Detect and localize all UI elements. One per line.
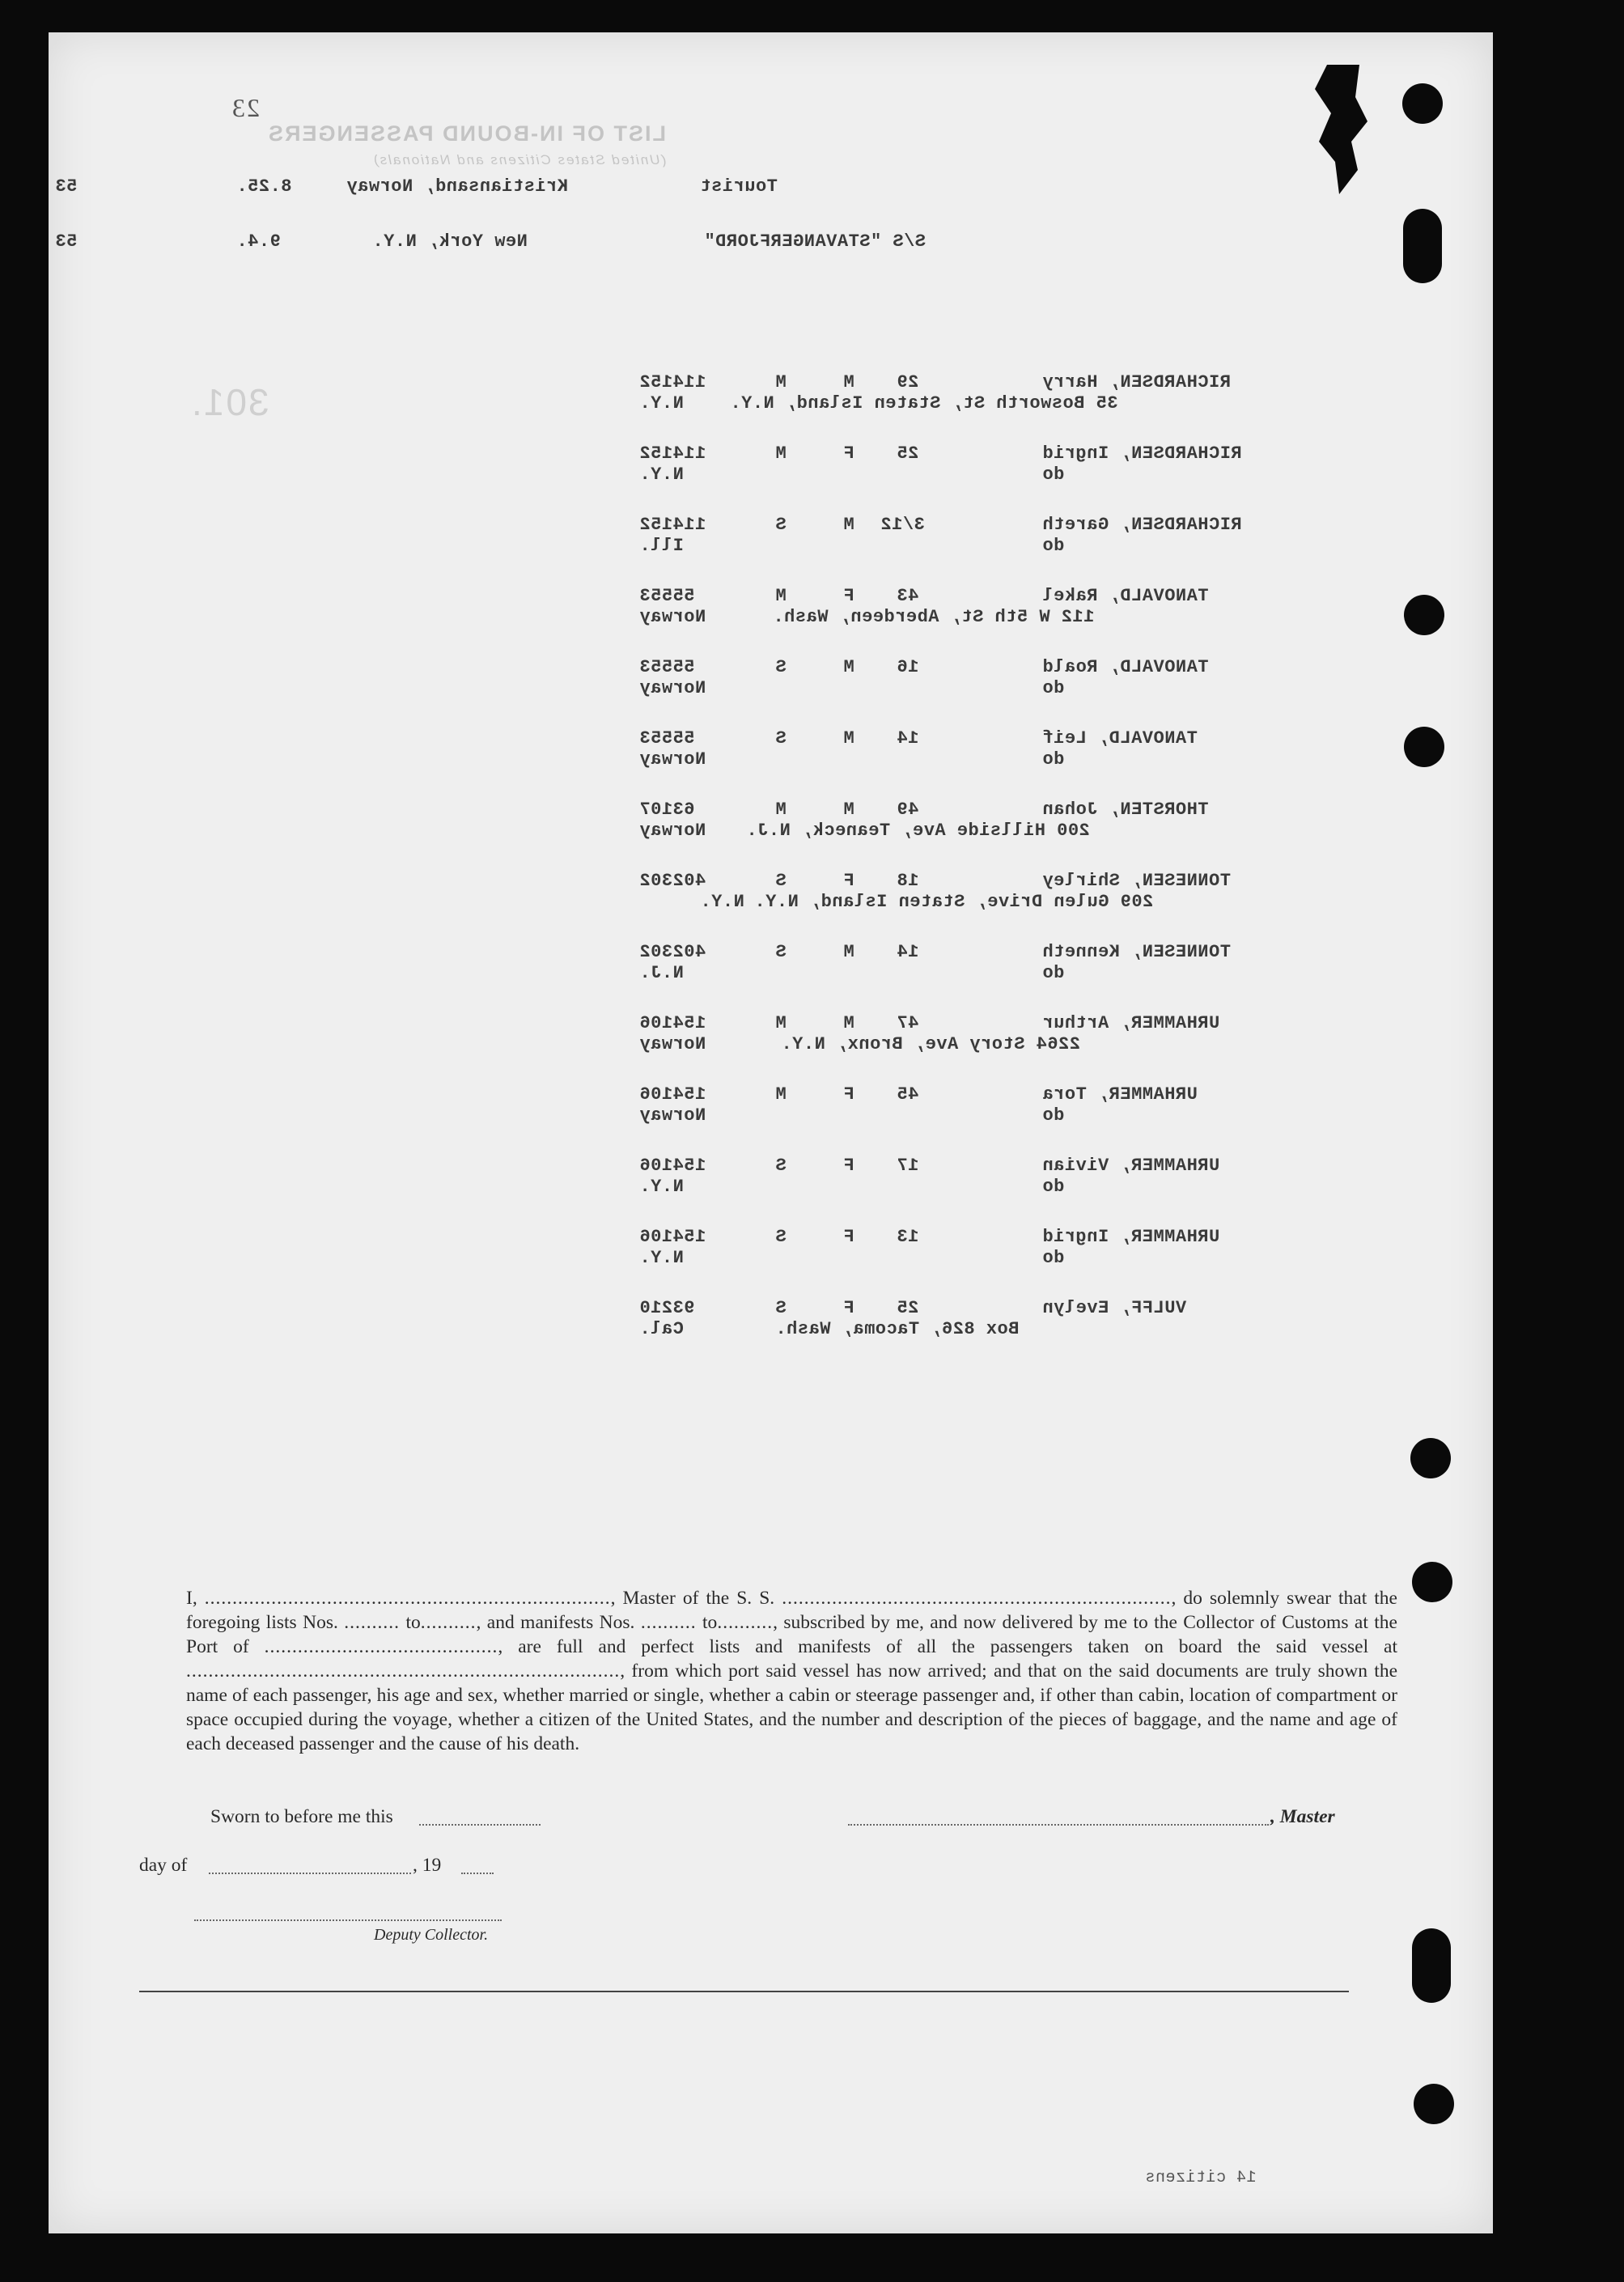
page-number: 23 — [231, 93, 260, 122]
passenger-sex: M — [843, 515, 854, 535]
passenger-address: do — [1042, 963, 1065, 983]
passenger-remark: Ill. — [639, 536, 684, 556]
passenger-age: 14 — [897, 942, 919, 962]
passenger-marital: M — [775, 1084, 787, 1105]
passenger-sex: F — [843, 443, 854, 464]
passenger-remark: Norway — [639, 607, 706, 627]
passenger-row — [49, 1298, 1493, 1363]
deputy-signature-line — [194, 1919, 502, 1921]
passenger-marital: S — [775, 515, 787, 535]
passenger-sex: M — [843, 942, 854, 962]
passenger-row — [49, 515, 1493, 579]
passenger-remark: N.Y. — [639, 393, 684, 414]
day-of-line — [209, 1873, 411, 1874]
arrival-year: 53 — [55, 231, 78, 252]
passenger-row — [49, 1156, 1493, 1220]
passenger-sex: M — [843, 1013, 854, 1033]
passenger-row — [49, 657, 1493, 722]
passenger-age: 17 — [897, 1156, 919, 1176]
sworn-date-line — [419, 1824, 541, 1826]
passenger-remark: Norway — [639, 678, 706, 698]
passenger-remark: N.Y. — [639, 1248, 684, 1268]
passenger-marital: M — [775, 372, 787, 392]
embarked-port: Kristiansand, Norway — [346, 176, 569, 197]
passenger-row — [49, 728, 1493, 793]
passenger-age: 43 — [897, 586, 919, 606]
bottom-rule — [139, 1991, 1349, 1992]
passenger-age: 45 — [897, 1084, 919, 1105]
passenger-age: 14 — [897, 728, 919, 749]
oath-text: I, — [186, 1588, 205, 1609]
torn-corner-mark — [1311, 65, 1376, 194]
passenger-address: do — [1042, 1177, 1065, 1197]
passenger-marital: S — [775, 871, 787, 891]
passenger-number: 114152 — [639, 372, 706, 392]
passenger-number: 154106 — [639, 1156, 706, 1176]
binder-slot — [1412, 1928, 1451, 2003]
passenger-name: RICHARDSEN, Ingrid — [1042, 443, 1242, 464]
passenger-marital: S — [775, 1156, 787, 1176]
passenger-name: THORSTEN, Johan — [1042, 800, 1209, 820]
year-line — [461, 1873, 494, 1874]
binder-hole — [1402, 83, 1443, 124]
passenger-sex: M — [843, 657, 854, 677]
passenger-number: 154106 — [639, 1084, 706, 1105]
passenger-marital: M — [775, 586, 787, 606]
binder-hole — [1412, 1562, 1452, 1602]
passenger-age: 3/12 — [880, 515, 925, 535]
passenger-number: 55553 — [639, 657, 695, 677]
passenger-name: URHAMMER, Arthur — [1042, 1013, 1220, 1033]
passenger-name: TONNESEN, Shirley — [1042, 871, 1231, 891]
passenger-marital: S — [775, 1227, 787, 1247]
passenger-marital: S — [775, 942, 787, 962]
passenger-marital: S — [775, 1298, 787, 1318]
passenger-number: 63107 — [639, 800, 695, 820]
passenger-name: VULFF, Evelyn — [1042, 1298, 1187, 1318]
passenger-remark: N.J. — [639, 963, 684, 983]
oath-text: , subscribed by me, and now delivered by me to the Collector of Customs at the Port of — [186, 1612, 1397, 1657]
passenger-row — [49, 1013, 1493, 1078]
oath-text: , from which port said vessel has now arrived; and that on the said documents are truly shown the name of each passenger, his age and sex, whether married or single, whether a cabin or steerage passenger and, if other than cabin, location of compartment or space occupied during the voyage, whether a citizen of the United States, and the number and description of the pieces of baggage, and the name and age of each deceased passenger and the cause of his death. — [186, 1661, 1397, 1754]
binder-slot — [1403, 209, 1442, 283]
passenger-class: Tourist — [700, 176, 778, 197]
passenger-number: 55553 — [639, 728, 695, 749]
passenger-address: do — [1042, 749, 1065, 770]
passenger-row — [49, 1227, 1493, 1292]
passenger-row — [49, 871, 1493, 935]
passenger-sex: M — [843, 372, 854, 392]
passenger-number: 114152 — [639, 515, 706, 535]
embarked-date: 8.25. — [236, 176, 292, 197]
passenger-row — [49, 443, 1493, 508]
passenger-address: 209 Gulen Drive, Staten Island, N.Y. — [754, 892, 1154, 912]
passenger-remark: Norway — [639, 749, 706, 770]
passenger-sex: F — [843, 1156, 854, 1176]
citizens-count: 14 citizens — [1145, 2169, 1257, 2187]
day-of-label: day of — [139, 1855, 188, 1876]
passenger-age: 18 — [897, 871, 919, 891]
passenger-address: Box 826, Tacoma, Wash. — [775, 1319, 1020, 1339]
oath-text: to — [696, 1612, 718, 1633]
passenger-sex: F — [843, 1298, 854, 1318]
passenger-age: 49 — [897, 800, 919, 820]
passenger-number: 154106 — [639, 1013, 706, 1033]
passenger-marital: S — [775, 728, 787, 749]
passenger-address: do — [1042, 536, 1065, 556]
passenger-remark: Cal. — [639, 1319, 684, 1339]
vessel-name: S/S "STAVANGERFJORD" — [704, 231, 926, 252]
sworn-label: Sworn to before me this — [210, 1806, 393, 1827]
passenger-sex: M — [843, 800, 854, 820]
passenger-address: do — [1042, 678, 1065, 698]
embarked-year: 53 — [55, 176, 78, 197]
passenger-sex: F — [843, 871, 854, 891]
passenger-address: 200 Hillside Ave, Teaneck, N.J. — [746, 821, 1090, 841]
passenger-sex: F — [843, 1084, 854, 1105]
passenger-name: RICHARDSEN, Harry — [1042, 372, 1231, 392]
passenger-age: 25 — [897, 443, 919, 464]
passenger-name: TANOVALD, Roald — [1042, 657, 1209, 677]
passenger-address: do — [1042, 1248, 1065, 1268]
passenger-number: 93210 — [639, 1298, 695, 1318]
master-signature-line — [848, 1824, 1269, 1826]
passenger-row — [49, 372, 1493, 437]
binder-hole — [1404, 595, 1444, 635]
passenger-name: URHAMMER, Ingrid — [1042, 1227, 1220, 1247]
passenger-address: 35 Bosworth St, Staten Island, N.Y. — [730, 393, 1118, 414]
passenger-marital: M — [775, 1013, 787, 1033]
binder-hole — [1414, 2084, 1454, 2124]
list-title: LIST OF IN-BOUND PASSENGERS — [267, 121, 667, 146]
binder-hole — [1410, 1438, 1451, 1478]
passenger-address: do — [1042, 464, 1065, 485]
passenger-remark: Norway — [639, 1105, 706, 1126]
passenger-age: 29 — [897, 372, 919, 392]
passenger-remark: N.Y. — [639, 1177, 684, 1197]
stamp-number: 301. — [190, 381, 269, 423]
passenger-address: do — [1042, 1105, 1065, 1126]
oath-text: , Master of the S. S. — [610, 1588, 782, 1609]
passenger-number: 402302 — [639, 871, 706, 891]
passenger-name: RICHARDSEN, Gareth — [1042, 515, 1242, 535]
passenger-number: 114152 — [639, 443, 706, 464]
binder-hole — [1404, 727, 1444, 767]
passenger-marital: S — [775, 657, 787, 677]
passenger-row — [49, 586, 1493, 651]
passenger-name: URHAMMER, Tora — [1042, 1084, 1198, 1105]
passenger-address: 2264 Story Ave, Bronx, N.Y. — [781, 1034, 1080, 1054]
passenger-age: 25 — [897, 1298, 919, 1318]
passenger-marital: M — [775, 443, 787, 464]
passenger-number: 154106 — [639, 1227, 706, 1247]
passenger-name: TANOVALD, Rakel — [1042, 586, 1209, 606]
arrival-date: 9.4. — [236, 231, 281, 252]
passenger-name: TANOVALD, Leif — [1042, 728, 1198, 749]
passenger-remark: N.Y. — [700, 892, 744, 912]
passenger-age: 16 — [897, 657, 919, 677]
deputy-label: Deputy Collector. — [374, 1926, 489, 1944]
passenger-sex: F — [843, 586, 854, 606]
list-subtitle: (United States Citizens and Nationals) — [372, 152, 667, 168]
oath-text: , are full and perfect lists and manifests of all the passengers taken on board the said vessel at — [498, 1636, 1397, 1657]
passenger-row — [49, 800, 1493, 864]
passenger-address: 112 W 5th St, Aberdeen, Wash. — [773, 607, 1095, 627]
passenger-remark: Norway — [639, 821, 706, 841]
passenger-sex: F — [843, 1227, 854, 1247]
passenger-remark: N.Y. — [639, 464, 684, 485]
passenger-row — [49, 942, 1493, 1007]
passenger-marital: M — [775, 800, 787, 820]
passenger-row — [49, 1084, 1493, 1149]
passenger-number: 402302 — [639, 942, 706, 962]
passenger-name: URHAMMER, Vivian — [1042, 1156, 1220, 1176]
oath-text: , and manifests Nos. — [476, 1612, 641, 1633]
year-prefix: , 19 — [413, 1855, 442, 1876]
passenger-name: TONNESEN, Kenneth — [1042, 942, 1231, 962]
passenger-number: 55553 — [639, 586, 695, 606]
master-label: , Master — [1270, 1806, 1335, 1827]
passenger-sex: M — [843, 728, 854, 749]
oath-text: , do solemnly swear that the foregoing lists Nos. — [186, 1588, 1397, 1633]
passenger-age: 13 — [897, 1227, 919, 1247]
oath-text: to — [400, 1612, 421, 1633]
arrival-port: New York, N.Y. — [372, 231, 528, 252]
passenger-age: 47 — [897, 1013, 919, 1033]
oath-paragraph: I, ........................................................................., Master of the S. S. ......................................................................, do solemnly swear that the foregoing lists Nos. .......... to.........., and manifests Nos. .......... to.........., subscribed by me, and now delivered by me to the Collector of Customs at the Port of .........................................., are full and perfect lists and manifests of all the passengers taken on board the said vessel at .............................................................................., from which port said vessel has now arrived; and that on the said documents are truly shown the name of each passenger, his age and sex, whether married or single, whether a cabin or steerage passenger and, if other than cabin, location of compartment or space occupied during the voyage, whether a citizen of the United States, and the number and description of the pieces of baggage, and the name and age of each deceased passenger and the cause of his death. — [186, 1588, 1397, 1754]
manifest-page — [49, 32, 1493, 2233]
passenger-remark: Norway — [639, 1034, 706, 1054]
